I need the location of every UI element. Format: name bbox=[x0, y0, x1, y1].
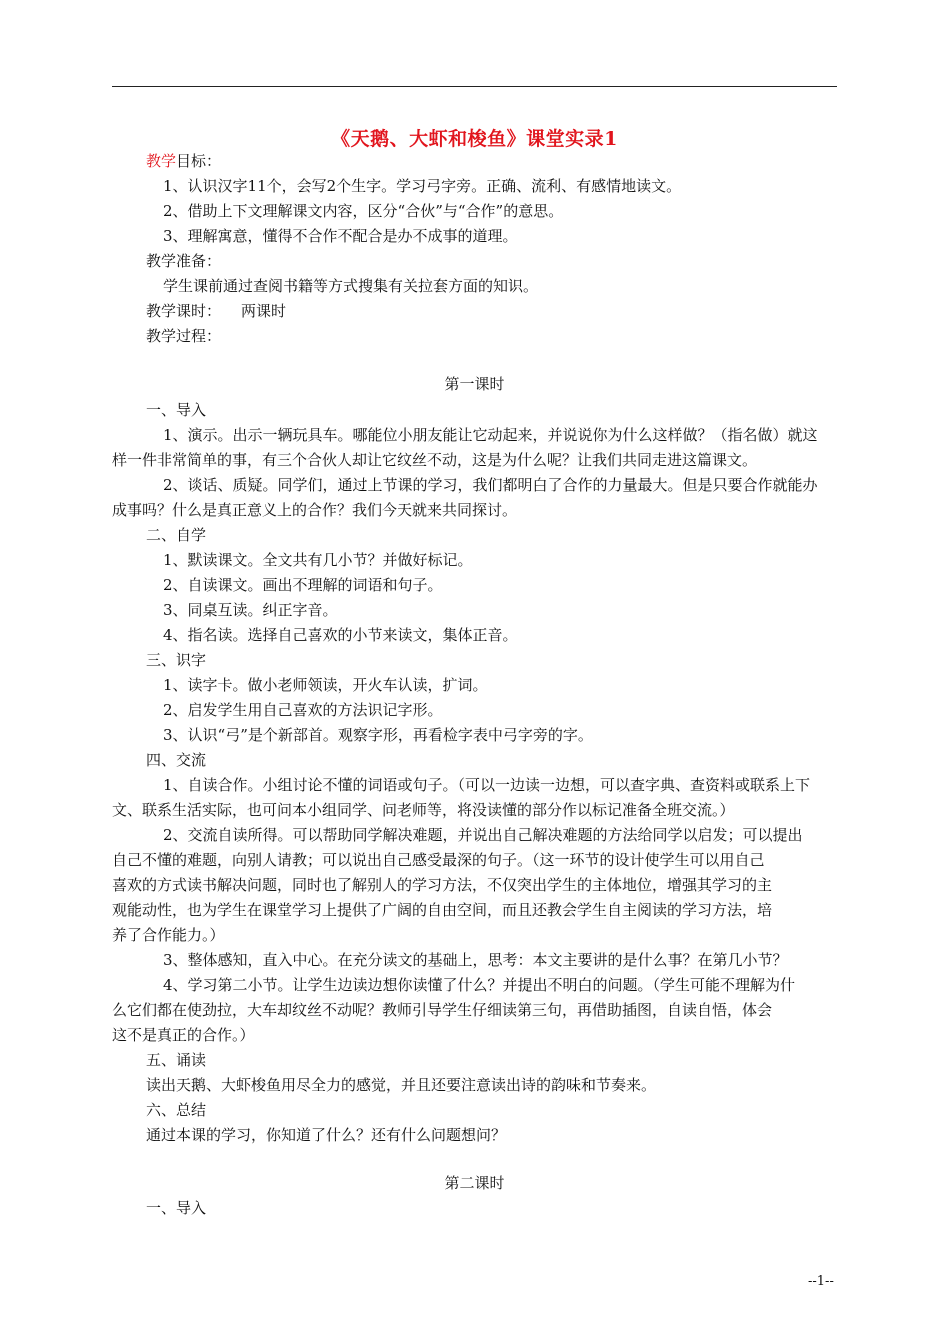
paragraph-line: 样一件非常简单的事，有三个合伙人却让它纹丝不动，这是为什么呢？让我们共同走进这篇课文。 bbox=[112, 451, 758, 469]
paragraph-line: 2、交流自读所得。可以帮助同学解决难题，并说出自己解决难题的方法给同学以启发；可以提出 bbox=[163, 826, 803, 844]
section-heading: 三、识字 bbox=[146, 651, 207, 669]
list-item: 3、认识“弓”是个新部首。观察字形，再看检字表中弓字旁的字。 bbox=[163, 726, 593, 744]
list-item: 3、同桌互读。纠正字音。 bbox=[163, 601, 338, 619]
list-item: 1、默读课文。全文共有几小节？并做好标记。 bbox=[163, 551, 473, 569]
hours-line bbox=[146, 301, 286, 321]
paragraph-line: 3、整体感知，直入中心。在充分读文的基础上，思考：本文主要讲的是什么事？在第几小节？ bbox=[163, 951, 788, 969]
list-item: 4、指名读。选择自己喜欢的小节来读文，集体正音。 bbox=[163, 626, 518, 644]
paragraph-line: 2、谈话、质疑。同学们，通过上节课的学习，我们都明白了合作的力量最大。但是只要合作就能办 bbox=[163, 476, 818, 494]
goals-label-rest: 目标： bbox=[176, 152, 222, 170]
goals-label bbox=[146, 151, 221, 171]
goals-label-red: 教学 bbox=[146, 152, 177, 170]
lesson2-heading: 第二课时 bbox=[444, 1174, 505, 1192]
section-heading: 一、导入 bbox=[146, 1199, 207, 1217]
goal-item: 1、认识汉字11个，会写2个生字。学习弓字旁。正确、流利、有感情地读文。 bbox=[163, 177, 682, 195]
paragraph-line: 4、学习第二小节。让学生边读边想你读懂了什么？并提出不明白的问题。（学生可能不理解为什 bbox=[163, 976, 796, 994]
paragraph-line: 自己不懂的难题，向别人请教；可以说出自己感受最深的句子。（这一环节的设计使学生可以用自己 bbox=[112, 851, 765, 869]
paragraph-line: 1、演示。出示一辆玩具车。哪能位小朋友能让它动起来，并说说你为什么这样做？（指名做）就这 bbox=[163, 426, 818, 444]
section-heading: 五、诵读 bbox=[146, 1051, 207, 1069]
paragraph-line: 养了合作能力。） bbox=[112, 926, 225, 944]
paragraph-line: 观能动性，也为学生在课堂学习上提供了广阔的自由空间，而且还教会学生自主阅读的学习方法，培 bbox=[112, 901, 773, 919]
list-item: 2、自读课文。画出不理解的词语和句子。 bbox=[163, 576, 443, 594]
paragraph-line: 文、联系生活实际，也可问本小组同学、问老师等，将没读懂的部分作以标记准备全班交流。） bbox=[112, 801, 735, 819]
paragraph-line: 读出天鹅、大虾梭鱼用尽全力的感觉，并且还要注意读出诗的韵味和节奏来。 bbox=[146, 1076, 657, 1094]
paragraph-line: 么它们都在使劲拉，大车却纹丝不动呢？教师引导学生仔细读第三句，再借助插图，自读自悟，体会 bbox=[112, 1001, 773, 1019]
section-heading: 六、总结 bbox=[146, 1101, 207, 1119]
section-heading: 四、交流 bbox=[146, 751, 207, 769]
process-label: 教学过程： bbox=[146, 327, 222, 345]
paragraph-line: 喜欢的方式读书解决问题，同时也了解别人的学习方法，不仅突出学生的主体地位，增强其学习的主 bbox=[112, 876, 773, 894]
goal-item: 3、理解寓意，懂得不合作不配合是办不成事的道理。 bbox=[163, 227, 518, 245]
section-heading: 一、导入 bbox=[146, 401, 207, 419]
paragraph-line: 这不是真正的合作。） bbox=[112, 1026, 255, 1044]
section-heading: 二、自学 bbox=[146, 526, 207, 544]
hours-label: 教学课时： bbox=[146, 302, 222, 320]
goal-item: 2、借助上下文理解课文内容，区分“合伙”与“合作”的意思。 bbox=[163, 202, 564, 220]
list-item: 1、读字卡。做小老师领读，开火车认读，扩词。 bbox=[163, 676, 488, 694]
paragraph-line: 通过本课的学习，你知道了什么？还有什么问题想问？ bbox=[146, 1126, 507, 1144]
prep-label: 教学准备： bbox=[146, 252, 222, 270]
list-item: 2、启发学生用自己喜欢的方法识记字形。 bbox=[163, 701, 443, 719]
paragraph-line: 1、自读合作。小组讨论不懂的词语或句子。（可以一边读一边想，可以查字典、查资料或联系上下 bbox=[163, 776, 811, 794]
page-number: --1-- bbox=[808, 1274, 834, 1289]
page-title: 《天鹅、大虾和梭鱼》课堂实录1 bbox=[331, 128, 618, 150]
header-rule bbox=[112, 86, 837, 87]
paragraph-line: 成事吗？什么是真正意义上的合作？我们今天就来共同探讨。 bbox=[112, 501, 518, 519]
lesson1-heading: 第一课时 bbox=[444, 375, 505, 393]
hours-value: 两课时 bbox=[241, 302, 287, 320]
prep-text: 学生课前通过查阅书籍等方式搜集有关拉套方面的知识。 bbox=[163, 277, 539, 295]
